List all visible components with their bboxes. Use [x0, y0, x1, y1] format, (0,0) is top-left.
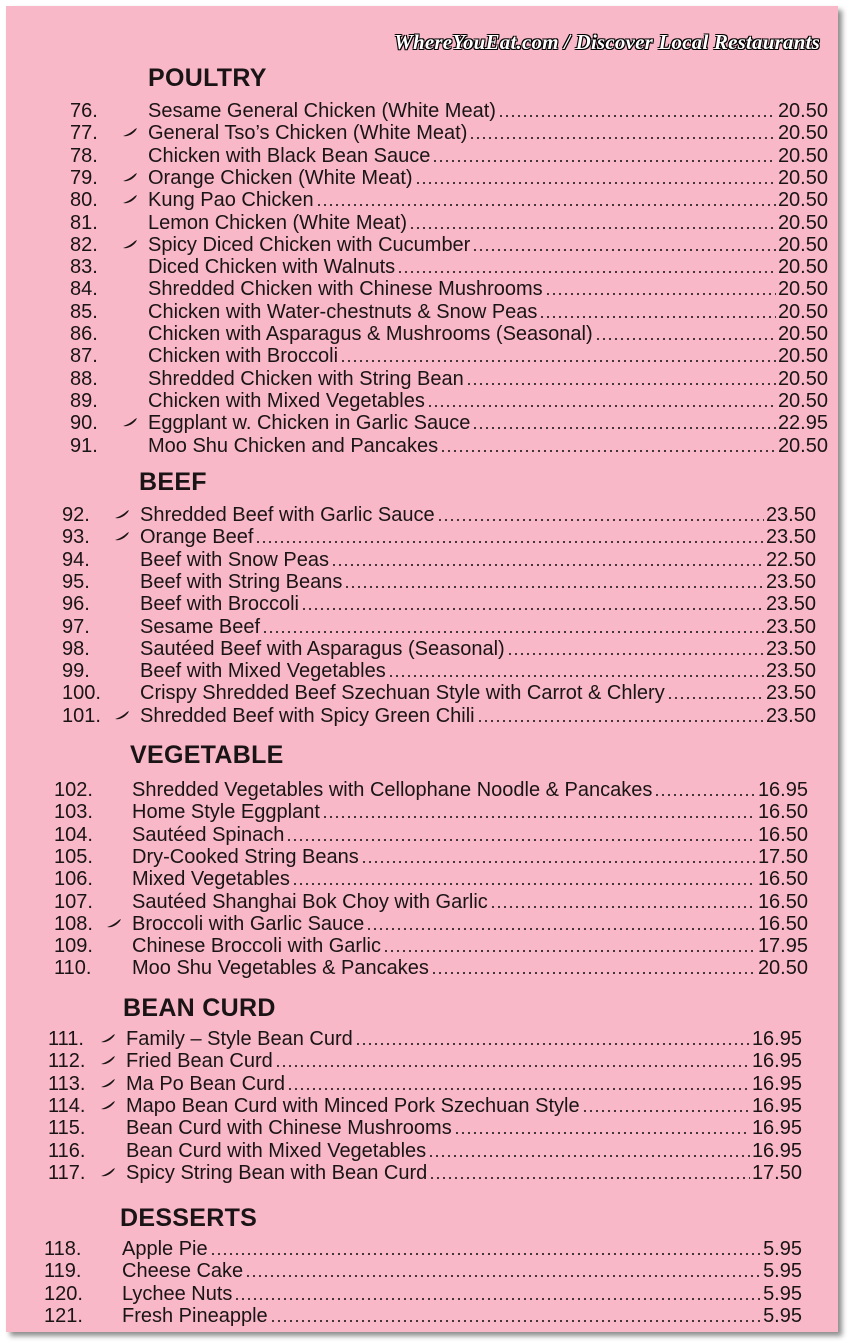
item-number: 110. [54, 957, 92, 979]
dot-leader [667, 696, 764, 700]
item-price: 23.50 [765, 638, 816, 660]
item-name: Mapo Bean Curd with Minced Pork Szechuan Style [126, 1095, 580, 1117]
dot-leader [397, 270, 776, 274]
item-number: 109. [54, 935, 93, 957]
dot-leader [432, 159, 776, 163]
chili-pepper-icon [100, 1095, 126, 1117]
item-number: 96. [62, 593, 90, 615]
item-name: Beef with String Beans [140, 571, 343, 593]
item-price: 23.50 [765, 593, 816, 615]
section-title: BEAN CURD [123, 994, 276, 1022]
menu-item-row [48, 1162, 802, 1184]
item-price: 23.50 [765, 504, 816, 526]
item-price: 17.50 [751, 1162, 802, 1184]
item-number: 82. [70, 234, 98, 256]
menu-item-row [70, 368, 828, 390]
item-name: Spicy Diced Chicken with Cucumber [148, 234, 471, 256]
item-number: 101. [62, 705, 101, 727]
item-price: 16.95 [757, 779, 808, 801]
item-price: 22.95 [777, 412, 828, 434]
site-header: WhereYouEat.com / Discover Local Restaurants [394, 30, 820, 54]
menu-item-row [70, 278, 828, 300]
item-name: Bean Curd with Mixed Vegetables [126, 1140, 427, 1162]
item-number: 79. [70, 167, 98, 189]
item-number: 80. [70, 189, 98, 211]
item-name: Lychee Nuts [122, 1283, 233, 1305]
item-name: Moo Shu Chicken and Pancakes [148, 435, 439, 457]
item-number: 100. [62, 682, 101, 704]
item-name: Moo Shu Vegetables & Pancakes [132, 957, 429, 979]
chili-pepper-icon [114, 705, 140, 727]
dot-leader [234, 1297, 761, 1301]
item-price: 20.50 [777, 100, 828, 122]
item-price: 16.50 [757, 868, 808, 890]
item-number: 111. [48, 1028, 84, 1050]
menu-item-row [48, 1095, 802, 1117]
menu-item-row [54, 868, 808, 890]
item-name: Chicken with Black Bean Sauce [148, 145, 431, 167]
dot-leader [355, 1042, 750, 1046]
item-name: Beef with Snow Peas [140, 549, 329, 571]
item-price: 20.50 [777, 435, 828, 457]
menu-item-row [48, 1117, 802, 1139]
item-price: 20.50 [777, 301, 828, 323]
menu-item-row [70, 412, 828, 434]
item-number: 102. [54, 779, 93, 801]
item-price: 20.50 [777, 323, 828, 345]
item-price: 22.50 [765, 549, 816, 571]
dot-leader [409, 226, 776, 230]
dot-leader [366, 927, 756, 931]
item-name: Eggplant w. Chicken in Garlic Sauce [148, 412, 471, 434]
item-number: 98. [62, 638, 90, 660]
dot-leader [428, 1154, 750, 1158]
dot-leader [275, 1064, 750, 1068]
dot-leader [582, 1109, 750, 1113]
menu-item-row [62, 526, 816, 548]
item-price: 16.95 [751, 1095, 802, 1117]
menu-item-row [62, 682, 816, 704]
item-name: Shredded Chicken with String Bean [148, 368, 464, 390]
dot-leader [472, 426, 776, 430]
dot-leader [286, 838, 756, 842]
item-price: 20.50 [777, 368, 828, 390]
menu-item-row [48, 1028, 802, 1050]
chili-pepper-icon [122, 189, 148, 211]
dot-leader [340, 359, 776, 363]
menu-item-row [70, 212, 828, 234]
item-name: Sautéed Beef with Asparagus (Seasonal) [140, 638, 505, 660]
item-price: 23.50 [765, 616, 816, 638]
item-price: 20.50 [777, 212, 828, 234]
item-name: Shredded Chicken with Chinese Mushrooms [148, 278, 543, 300]
dot-leader [344, 585, 764, 589]
menu-item-row [62, 504, 816, 526]
item-number: 85. [70, 301, 98, 323]
chili-pepper-icon [100, 1050, 126, 1072]
item-price: 16.95 [751, 1028, 802, 1050]
menu-item-row [70, 345, 828, 367]
dot-leader [431, 971, 756, 975]
item-name: Dry-Cooked String Beans [132, 846, 359, 868]
menu-item-row [62, 705, 816, 727]
item-price: 23.50 [765, 682, 816, 704]
item-name: Bean Curd with Chinese Mushrooms [126, 1117, 452, 1139]
chili-pepper-icon [122, 234, 148, 256]
item-price: 23.50 [765, 660, 816, 682]
section-title: DESSERTS [120, 1204, 258, 1232]
menu-page [6, 6, 838, 1332]
dot-leader [469, 136, 776, 140]
dot-leader [255, 540, 764, 544]
item-price: 20.50 [777, 345, 828, 367]
item-number: 97. [62, 616, 90, 638]
item-number: 114. [48, 1095, 86, 1117]
item-price: 23.50 [765, 705, 816, 727]
menu-item-row [70, 100, 828, 122]
menu-item-row [62, 638, 816, 660]
item-price: 5.95 [763, 1305, 802, 1327]
item-price: 17.95 [757, 935, 808, 957]
item-price: 20.50 [777, 145, 828, 167]
menu-item-row [70, 390, 828, 412]
menu-item-row [70, 301, 828, 323]
menu-item-row [62, 571, 816, 593]
item-name: Ma Po Bean Curd [126, 1073, 285, 1095]
item-number: 117. [48, 1162, 86, 1184]
item-price: 5.95 [763, 1260, 802, 1282]
item-number: 94. [62, 549, 90, 571]
item-name: Shredded Beef with Spicy Green Chili [140, 705, 475, 727]
item-price: 16.95 [751, 1140, 802, 1162]
item-name: Orange Beef [140, 526, 254, 548]
item-name: Fried Bean Curd [126, 1050, 273, 1072]
menu-item-row [62, 549, 816, 571]
section-title: BEEF [139, 468, 207, 496]
chili-pepper-icon [114, 526, 140, 548]
dot-leader [454, 1131, 750, 1135]
item-price: 16.50 [757, 801, 808, 823]
item-number: 93. [62, 526, 90, 548]
dot-leader [466, 382, 776, 386]
menu-item-row [48, 1140, 802, 1162]
item-price: 23.50 [765, 526, 816, 548]
item-number: 112. [48, 1050, 86, 1072]
item-number: 86. [70, 323, 98, 345]
chili-pepper-icon [122, 412, 148, 434]
menu-item-row [54, 779, 808, 801]
item-price: 16.50 [757, 891, 808, 913]
menu-item-row [44, 1305, 802, 1327]
item-price: 20.50 [777, 167, 828, 189]
dot-leader [477, 719, 764, 723]
item-price: 20.50 [777, 390, 828, 412]
item-name: Mixed Vegetables [132, 868, 290, 890]
chili-pepper-icon [122, 167, 148, 189]
chili-pepper-icon [122, 122, 148, 144]
item-number: 91. [70, 435, 98, 457]
menu-item-row [54, 801, 808, 823]
item-number: 115. [48, 1117, 86, 1139]
dot-leader [595, 337, 776, 341]
menu-item-row [70, 234, 828, 256]
menu-item-row [70, 435, 828, 457]
dot-leader [472, 248, 776, 252]
dot-leader [383, 949, 756, 953]
dot-leader [545, 292, 776, 296]
item-number: 76. [70, 100, 98, 122]
item-number: 116. [48, 1140, 86, 1162]
dot-leader [270, 1319, 761, 1323]
menu-item-row [70, 256, 828, 278]
item-name: Chinese Broccoli with Garlic [132, 935, 381, 957]
item-name: Chicken with Mixed Vegetables [148, 390, 425, 412]
item-price: 16.95 [751, 1050, 802, 1072]
item-price: 5.95 [763, 1238, 802, 1260]
dot-leader [490, 905, 756, 909]
dot-leader [301, 607, 764, 611]
dot-leader [245, 1274, 761, 1278]
item-number: 83. [70, 256, 98, 278]
item-number: 107. [54, 891, 93, 913]
dot-leader [427, 404, 776, 408]
section-title: POULTRY [148, 64, 267, 92]
item-number: 108. [54, 913, 93, 935]
item-number: 89. [70, 390, 98, 412]
item-number: 103. [54, 801, 93, 823]
item-number: 120. [44, 1283, 83, 1305]
item-price: 20.50 [777, 234, 828, 256]
section-title: VEGETABLE [130, 741, 284, 769]
item-name: Fresh Pineapple [122, 1305, 268, 1327]
item-name: Orange Chicken (White Meat) [148, 167, 413, 189]
item-name: General Tso’s Chicken (White Meat) [148, 122, 468, 144]
chili-pepper-icon [100, 1028, 126, 1050]
menu-item-row [70, 167, 828, 189]
item-name: Shredded Beef with Garlic Sauce [140, 504, 435, 526]
item-name: Spicy String Bean with Bean Curd [126, 1162, 428, 1184]
dot-leader [331, 563, 764, 567]
menu-item-row [62, 616, 816, 638]
menu-item-row [44, 1283, 802, 1305]
item-number: 118. [44, 1238, 82, 1260]
menu-item-row [70, 323, 828, 345]
dot-leader [437, 518, 764, 522]
item-name: Lemon Chicken (White Meat) [148, 212, 407, 234]
item-name: Sautéed Shanghai Bok Choy with Garlic [132, 891, 488, 913]
dot-leader [654, 793, 756, 797]
item-name: Sesame General Chicken (White Meat) [148, 100, 496, 122]
dot-leader [429, 1176, 750, 1180]
item-number: 105. [54, 846, 93, 868]
dot-leader [440, 449, 776, 453]
item-price: 20.50 [757, 957, 808, 979]
menu-item-row [62, 660, 816, 682]
item-name: Chicken with Broccoli [148, 345, 339, 367]
item-name: Shredded Vegetables with Cellophane Noodle & Pancakes [132, 779, 653, 801]
menu-item-row [54, 957, 808, 979]
item-name: Sesame Beef [140, 616, 261, 638]
dot-leader [322, 815, 756, 819]
item-name: Sautéed Spinach [132, 824, 285, 846]
chili-pepper-icon [100, 1073, 126, 1095]
item-name: Apple Pie [122, 1238, 208, 1260]
dot-leader [498, 114, 776, 118]
item-name: Kung Pao Chicken [148, 189, 314, 211]
menu-item-row [44, 1238, 802, 1260]
item-number: 113. [48, 1073, 86, 1095]
dot-leader [415, 181, 776, 185]
chili-pepper-icon [106, 913, 132, 935]
menu-item-row [54, 846, 808, 868]
chili-pepper-icon [114, 504, 140, 526]
item-number: 104. [54, 824, 93, 846]
menu-item-row [70, 122, 828, 144]
menu-item-row [54, 891, 808, 913]
item-name: Beef with Mixed Vegetables [140, 660, 386, 682]
item-number: 78. [70, 145, 98, 167]
dot-leader [262, 630, 764, 634]
item-price: 23.50 [765, 571, 816, 593]
item-price: 16.50 [757, 913, 808, 935]
item-name: Chicken with Water-chestnuts & Snow Peas [148, 301, 538, 323]
menu-item-row [54, 913, 808, 935]
item-name: Home Style Eggplant [132, 801, 320, 823]
menu-item-row [54, 824, 808, 846]
item-number: 87. [70, 345, 98, 367]
dot-leader [507, 652, 764, 656]
menu-item-row [62, 593, 816, 615]
item-price: 20.50 [777, 278, 828, 300]
item-number: 88. [70, 368, 98, 390]
item-price: 20.50 [777, 122, 828, 144]
item-number: 99. [62, 660, 90, 682]
menu-item-row [48, 1073, 802, 1095]
item-price: 16.95 [751, 1117, 802, 1139]
dot-leader [210, 1252, 761, 1256]
item-price: 17.50 [757, 846, 808, 868]
item-name: Family – Style Bean Curd [126, 1028, 353, 1050]
dot-leader [361, 860, 756, 864]
item-number: 77. [70, 122, 98, 144]
item-number: 90. [70, 412, 98, 434]
item-name: Chicken with Asparagus & Mushrooms (Seasonal) [148, 323, 593, 345]
item-price: 20.50 [777, 189, 828, 211]
item-number: 84. [70, 278, 98, 300]
item-name: Crispy Shredded Beef Szechuan Style with Carrot & Chlery [140, 682, 665, 704]
menu-item-row [70, 189, 828, 211]
dot-leader [539, 315, 776, 319]
dot-leader [287, 1087, 750, 1091]
item-name: Cheese Cake [122, 1260, 244, 1282]
dot-leader [388, 674, 764, 678]
dot-leader [292, 882, 756, 886]
chili-pepper-icon [100, 1162, 126, 1184]
item-price: 20.50 [777, 256, 828, 278]
menu-item-row [44, 1260, 802, 1282]
item-number: 95. [62, 571, 90, 593]
item-name: Broccoli with Garlic Sauce [132, 913, 365, 935]
item-number: 92. [62, 504, 90, 526]
item-name: Diced Chicken with Walnuts [148, 256, 396, 278]
item-number: 119. [44, 1260, 82, 1282]
item-name: Beef with Broccoli [140, 593, 299, 615]
item-price: 5.95 [763, 1283, 802, 1305]
item-price: 16.95 [751, 1073, 802, 1095]
item-number: 106. [54, 868, 93, 890]
menu-item-row [70, 145, 828, 167]
dot-leader [316, 203, 776, 207]
item-number: 121. [44, 1305, 83, 1327]
item-price: 16.50 [757, 824, 808, 846]
menu-item-row [54, 935, 808, 957]
menu-item-row [48, 1050, 802, 1072]
item-number: 81. [70, 212, 98, 234]
